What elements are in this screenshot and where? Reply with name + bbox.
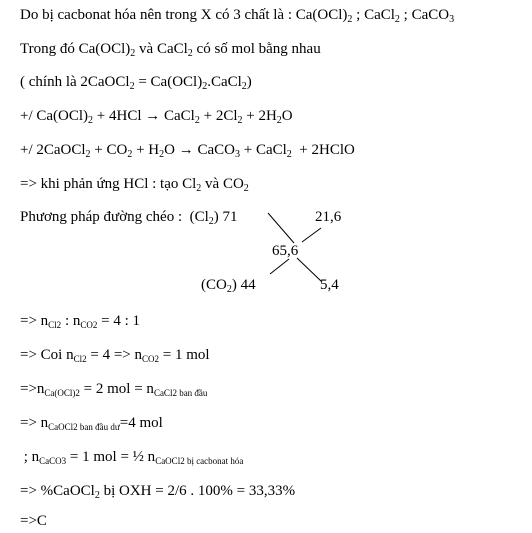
subscript: Ca(OCl)2 — [44, 388, 80, 398]
text: => n — [20, 313, 49, 329]
subscript: 2 — [127, 149, 133, 160]
cross-line-top-left — [268, 213, 294, 243]
diagram-bottom-left — [201, 276, 256, 294]
text: Phương pháp đường chéo : (Cl — [20, 209, 209, 225]
text: bị OXH = 2/6 . 100% = 33,33% — [99, 483, 296, 499]
text: => Coi n — [20, 347, 74, 363]
text: ( chính là 2CaOCl — [20, 74, 130, 90]
text: => n — [20, 415, 49, 431]
subscript: CaCl2 ban đầu — [153, 388, 208, 398]
subscript: 2 — [286, 149, 292, 160]
text: + 2H — [242, 108, 277, 124]
text: = 1 mol — [159, 347, 210, 363]
subscript: 2 — [196, 183, 202, 194]
subscript: 2 — [94, 490, 100, 501]
line-11 — [20, 414, 163, 432]
subscript: CO2 — [142, 354, 160, 364]
subscript: CaOCl2 ban đầu dư — [48, 422, 120, 432]
text: + 4HCl → CaCl — [93, 108, 195, 124]
subscript: 3 — [234, 149, 240, 160]
text: Trong đó Ca(OCl) — [20, 41, 131, 57]
text: = 1 mol = ½ n — [66, 449, 156, 465]
subscript: 2 — [85, 149, 91, 160]
text: =>n — [20, 381, 45, 397]
text: ) — [246, 74, 252, 90]
subscript: 2 — [347, 14, 353, 25]
text: + CO — [90, 142, 128, 158]
subscript: 2 — [88, 115, 94, 126]
subscript: CaOCl2 bị cacbonat hóa — [155, 456, 244, 466]
text: ; CaCl — [352, 7, 395, 23]
subscript: 2 — [226, 284, 232, 295]
subscript: CO2 — [80, 320, 98, 330]
text: O — [281, 108, 293, 124]
line-10 — [20, 380, 207, 398]
text: và CaCl — [135, 41, 188, 57]
subscript: 2 — [159, 149, 165, 160]
subscript: 2 — [237, 115, 243, 126]
subscript: Cl2 — [73, 354, 87, 364]
text: + CaCl — [239, 142, 287, 158]
cross-line-bottom-left — [270, 259, 289, 274]
diagram-bottom-right: 5,4 — [320, 277, 339, 293]
text: => khi phản ứng HCl : tạo Cl — [20, 176, 197, 192]
text: ; CaCO — [399, 7, 450, 23]
subscript: 2 — [394, 14, 400, 25]
cross-line-bottom-right — [297, 258, 322, 282]
subscript: 2 — [276, 115, 282, 126]
line-14 — [20, 512, 47, 530]
text: O → CaCO — [164, 142, 235, 158]
text: có số mol bằng nhau — [192, 41, 321, 57]
text: (CO — [201, 277, 227, 293]
text: + 2HClO — [291, 142, 355, 158]
text: = Ca(OCl) — [134, 74, 203, 90]
text: = 2 mol = n — [79, 381, 154, 397]
text: ) 44 — [231, 277, 256, 293]
line-8 — [20, 312, 140, 330]
subscript: 2 — [187, 48, 193, 59]
text: và CO — [201, 176, 244, 192]
subscript: 2 — [130, 48, 136, 59]
subscript: CaCO3 — [39, 456, 67, 466]
line-9 — [20, 346, 210, 364]
text: =4 mol — [119, 415, 163, 431]
subscript: 3 — [449, 14, 455, 25]
text: Do bị cacbonat hóa nên trong X có 3 chất là : Ca(OCl) — [20, 7, 348, 23]
text: = 4 => n — [86, 347, 142, 363]
text: +/ Ca(OCl) — [20, 108, 89, 124]
subscript: Cl2 — [48, 320, 62, 330]
subscript: 2 — [194, 115, 200, 126]
diagram-center: 65,6 — [272, 243, 299, 259]
text: ; n — [20, 449, 40, 465]
diagram-top-right: 21,6 — [315, 209, 342, 225]
line-13 — [20, 482, 295, 500]
text: : n — [61, 313, 81, 329]
text: => %CaOCl — [20, 483, 95, 499]
subscript: 2 — [129, 81, 135, 92]
subscript: 2 — [202, 81, 208, 92]
subscript: 2 — [208, 216, 214, 227]
text: + H — [132, 142, 160, 158]
text: = 4 : 1 — [97, 313, 141, 329]
text: =>C — [20, 513, 47, 529]
subscript: 2 — [241, 81, 247, 92]
cross-line-top-right — [302, 228, 321, 242]
text: .CaCl — [207, 74, 242, 90]
line-12 — [20, 448, 243, 466]
text: ) 71 — [213, 209, 238, 225]
subscript: 2 — [243, 183, 249, 194]
text: + 2Cl — [199, 108, 238, 124]
text: +/ 2CaOCl — [20, 142, 86, 158]
